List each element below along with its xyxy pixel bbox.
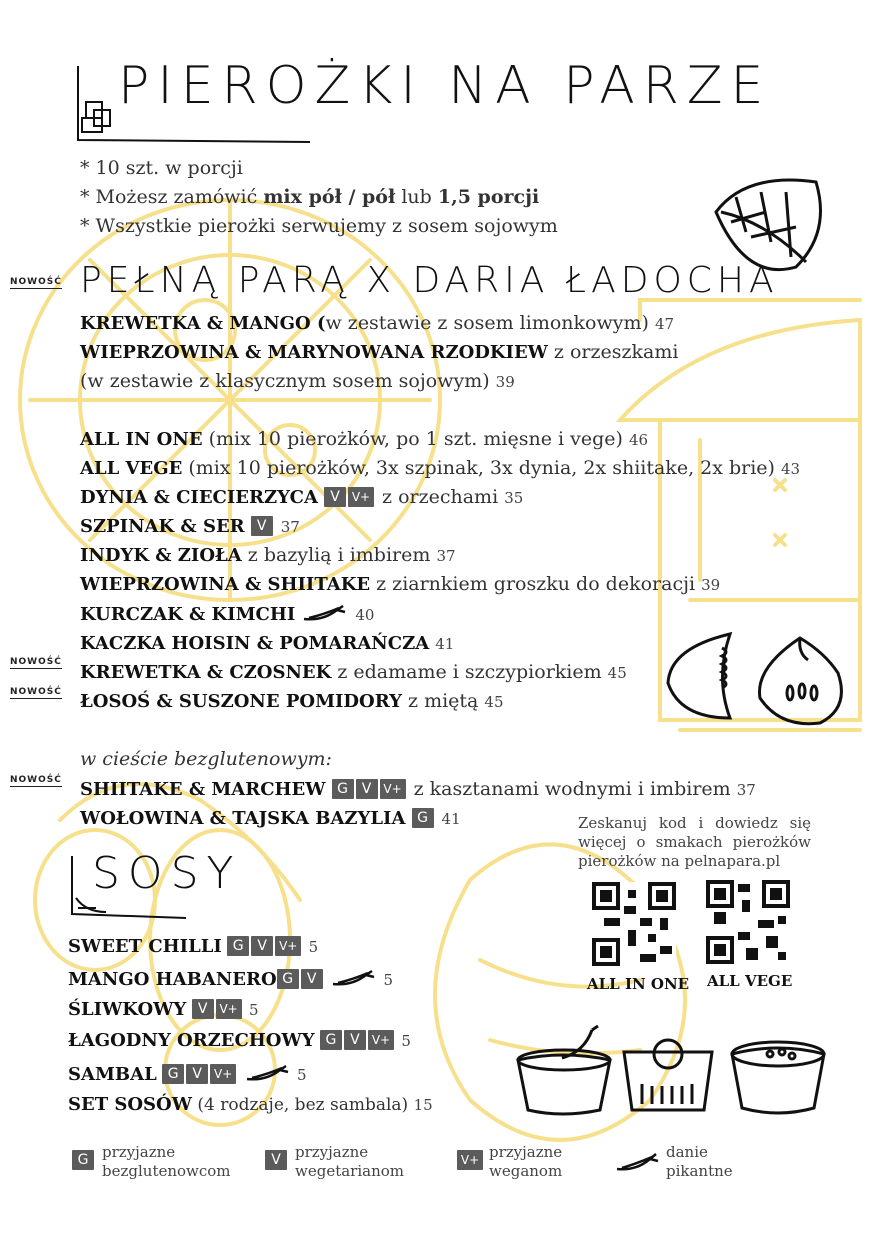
qr-code-all-in-one-icon[interactable] xyxy=(592,882,676,966)
sauce-sliwkowy: ŚLIWKOWY V V+ 5 xyxy=(68,999,259,1020)
new-badge: NOWOŚĆ xyxy=(10,687,62,697)
new-badge: NOWOŚĆ xyxy=(10,657,62,667)
menu-item-note: (w zestawie z klasycznym sosem sojowym) 39 xyxy=(80,370,515,392)
gluten-free-badge: G xyxy=(332,779,354,799)
chili-pepper-icon xyxy=(301,602,349,624)
vegan-badge: V+ xyxy=(275,936,301,956)
vegetarian-badge: V xyxy=(265,1150,287,1170)
gluten-free-badge: G xyxy=(277,969,299,989)
menu-item-shiitake-marchew: SHIITAKE & MARCHEW G V V+ z kasztanami wodnymi i imbirem 37 xyxy=(80,778,756,800)
gluten-free-badge: G xyxy=(320,1030,342,1050)
collab-title: PEŁNĄ PARĄ X DARIA ŁADOCHA xyxy=(80,260,779,301)
qr-code-all-vege-icon[interactable] xyxy=(706,880,790,964)
note-portion: * 10 szt. w porcji xyxy=(80,157,243,179)
sauce-lagodny-orzechowy: ŁAGODNY ORZECHOWY G V V+ 5 xyxy=(68,1030,411,1051)
vegetarian-badge: V xyxy=(356,779,378,799)
vegan-badge: V+ xyxy=(348,487,374,507)
vegetarian-badge: V xyxy=(344,1030,366,1050)
menu-item-szpinak: SZPINAK & SER V 37 xyxy=(80,516,300,537)
menu-item-krewetka-czosnek: KREWETKA & CZOSNEK z edamame i szczypiorkiem 45 xyxy=(80,661,627,683)
note-sauce: * Wszystkie pierożki serwujemy z sosem sojowym xyxy=(80,215,558,237)
sauce-bowls-icon xyxy=(512,1024,832,1120)
menu-item-dynia: DYNIA & CIECIERZYCA V V+ z orzechami 35 xyxy=(80,486,524,508)
sauce-sweet-chilli: SWEET CHILLI G V V+ 5 xyxy=(68,936,319,957)
menu-item-kaczka: KACZKA HOISIN & POMARAŃCZA 41 xyxy=(80,633,455,654)
menu-item-indyk: INDYK & ZIOŁA z bazylią i imbirem 37 xyxy=(80,544,456,566)
menu-item-all-in-one: ALL IN ONE (mix 10 pierożków, po 1 szt. mięsne i vege) 46 xyxy=(80,428,649,450)
vegan-badge: V+ xyxy=(210,1064,236,1084)
new-badge: NOWOŚĆ xyxy=(10,277,62,287)
menu-item-wieprzowina-rzodkiew: WIEPRZOWINA & MARYNOWANA RZODKIEW z orzeszkami xyxy=(80,341,679,363)
vegetarian-badge: V xyxy=(186,1064,208,1084)
new-badge: NOWOŚĆ xyxy=(10,775,62,785)
menu-item-losos: ŁOSOŚ & SUSZONE POMIDORY z miętą 45 xyxy=(80,690,504,712)
menu-item-wieprzowina-shiitake: WIEPRZOWINA & SHIITAKE z ziarnkiem groszku do dekoracji 39 xyxy=(80,573,721,595)
vegetarian-badge: V xyxy=(324,487,346,507)
vegetarian-badge: V xyxy=(192,999,214,1019)
qr-info-text: Zeskanuj kod i dowiedz się więcej o smakach pierożków pierożków na pelnapara.pl xyxy=(578,814,811,870)
vegan-badge: V+ xyxy=(380,779,406,799)
vegan-badge: V+ xyxy=(457,1150,483,1170)
note-mix: * Możesz zamówić mix pół / pół lub 1,5 porcji xyxy=(80,186,540,208)
chili-pepper-icon xyxy=(244,1062,292,1084)
gluten-free-badge: G xyxy=(227,936,249,956)
gluten-free-badge: G xyxy=(412,808,434,828)
sauce-mango-habanero: MANGO HABANERO G V 5 xyxy=(68,969,393,990)
sauce-sambal: SAMBAL G V V+ 5 xyxy=(68,1064,307,1085)
qr-label-all-vege: ALL VEGE xyxy=(707,972,793,990)
page-title: PIEROŻKI NA PARZE xyxy=(118,56,772,116)
menu-item-krewetka-mango: KREWETKA & MANGO (w zestawie z sosem limonkowym) 47 xyxy=(80,312,675,334)
menu-item-wolowina: WOŁOWINA & TAJSKA BAZYLIA G 41 xyxy=(80,808,461,829)
menu-item-all-vege: ALL VEGE (mix 10 pierożków, 3x szpinak, 3x dynia, 2x shiitake, 2x brie) 43 xyxy=(80,457,801,479)
vegetarian-badge: V xyxy=(251,936,273,956)
dumpling-icon xyxy=(660,628,850,728)
gluten-free-badge: G xyxy=(162,1064,184,1084)
chili-pepper-icon xyxy=(330,967,378,989)
vegan-badge: V+ xyxy=(368,1030,394,1050)
qr-label-all-in-one: ALL IN ONE xyxy=(587,975,690,993)
vegan-badge: V+ xyxy=(216,999,242,1019)
chili-pepper-icon xyxy=(614,1149,662,1175)
gluten-free-badge: G xyxy=(72,1150,94,1170)
sauce-set: SET SOSÓW (4 rodzaje, bez sambala) 15 xyxy=(68,1094,433,1115)
vegetarian-badge: V xyxy=(251,516,273,536)
menu-item-kurczak: KURCZAK & KIMCHI 40 xyxy=(80,604,375,625)
gluten-free-heading: w cieście bezglutenowym: xyxy=(80,748,332,770)
sauces-title: SOSY xyxy=(92,848,242,899)
vegetarian-badge: V xyxy=(301,969,323,989)
